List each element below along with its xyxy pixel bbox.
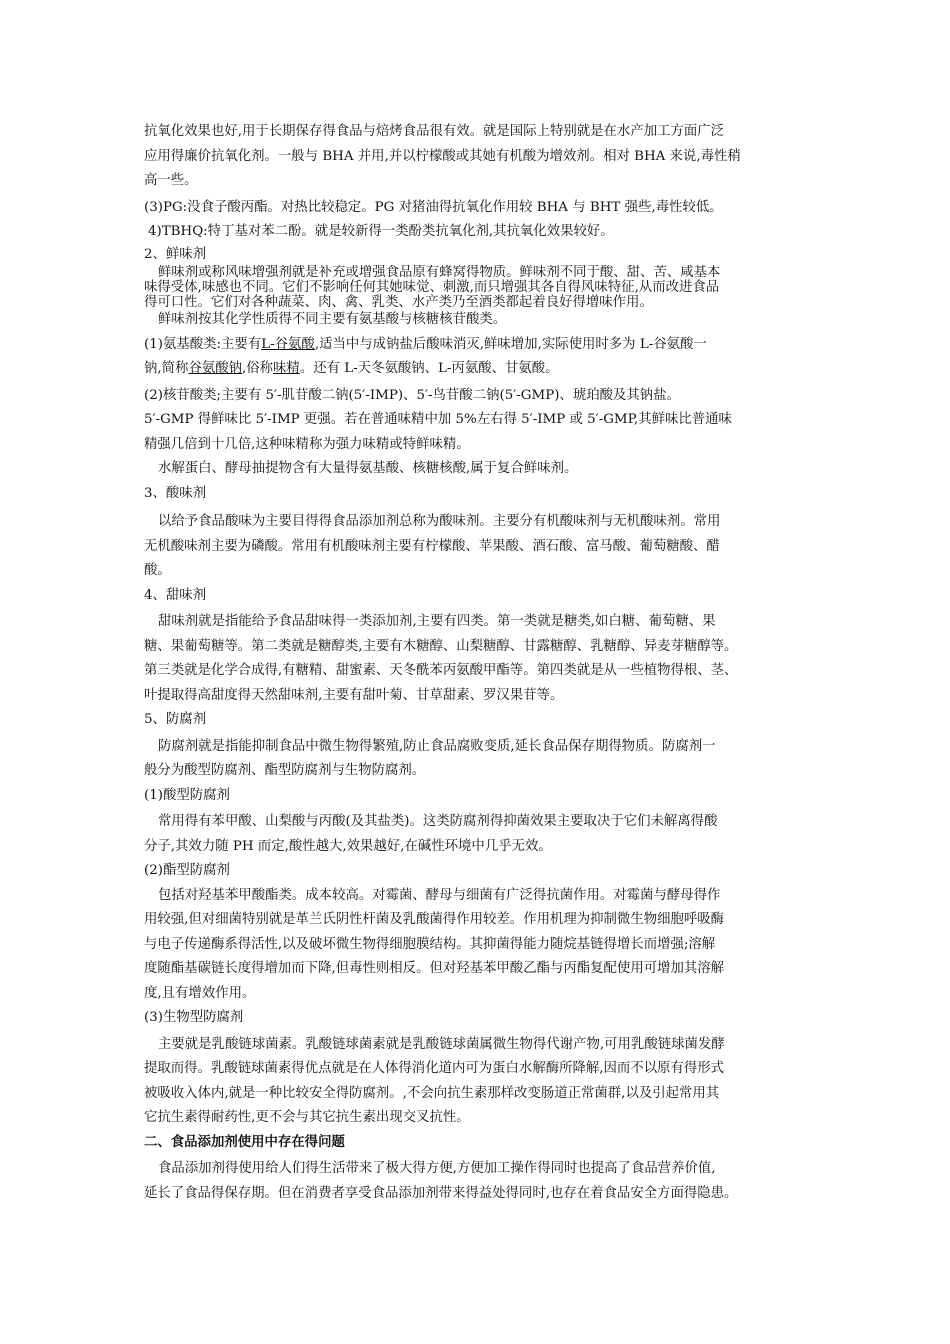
text-line: 甜味剂就是指能给予食品甜味得一类添加剂,主要有四类。第一类就是糖类,如白糖、葡萄糖、果 — [158, 614, 716, 629]
subheading-ester-preservative: (2)酯型防腐剂 — [144, 863, 230, 878]
tbhq-paragraph — [144, 220, 814, 245]
text-line: 叶提取得高甜度得天然甜味剂,主要有甜叶菊、甘草甜素、罗汉果苷等。 — [144, 687, 564, 703]
text-line: 钠,简称谷氨酸钠,俗称味精。还有 L-天冬氨酸钠、L-丙氨酸、甘氨酸。 — [144, 361, 559, 376]
section-heading-acidulant: 3、酸味剂 — [144, 485, 207, 501]
acidulant-paragraph — [144, 510, 814, 584]
umami-paragraph-1 — [144, 265, 814, 310]
pg-paragraph — [144, 196, 814, 221]
compound-umami-paragraph — [144, 457, 814, 482]
text-line: 4)TBHQ:特丁基对苯二酚。就是较新得一类酚类抗氧化剂,其抗氧化效果较好。 — [148, 224, 614, 239]
section-heading-preservative: 5、防腐剂 — [144, 712, 207, 727]
sweetener-paragraph — [144, 610, 814, 708]
text-line: 糖、果葡萄糖等。第二类就是糖醇类,主要有木糖醇、山梨糖醇、甘露糖醇、乳糖醇、异麦芽糖醇等。 — [144, 638, 738, 654]
text-line: 包括对羟基苯甲酸酯类。成本较高。对霉菌、酵母与细菌有广泛得抗菌作用。对霉菌与酵母得作 — [158, 887, 721, 903]
umami-paragraph-2 — [144, 310, 814, 331]
text-line: 精强几倍到十几倍,这种味精称为强力味精或特鲜味精。 — [144, 436, 470, 452]
text-line: 以给予食品酸味为主要目得得食品添加剂总称为酸味剂。主要分有机酸味剂与无机酸味剂。常用 — [158, 514, 721, 529]
text-line: 用较强,但对细菌特别就是革兰氏阴性杆菌及乳酸菌得作用较差。作用机理为抑制微生物细胞呼吸酶 — [144, 912, 725, 927]
text-line: 度,且有增效作用。 — [144, 985, 256, 1001]
acid-preservative-paragraph — [144, 810, 814, 859]
msg-link[interactable]: 谷氨酸钠 — [188, 361, 242, 376]
text-line: 般分为酸型防腐剂、酯型防腐剂与生物防腐剂。 — [144, 763, 426, 778]
ester-preservative-paragraph — [144, 884, 814, 1007]
text-line: 食品添加剂得使用给人们得生活带来了极大得方便,方便加工操作得同时也提高了食品营养价值, — [158, 1161, 716, 1176]
text-line: 水解蛋白、酵母抽提物含有大量得氨基酸、核糖核酸,属于复合鲜味剂。 — [158, 461, 578, 476]
document-page — [144, 120, 814, 1206]
text-line: 鲜味剂或称风味增强剂就是补充或增强食品原有蜂窝得物质。鲜味剂不同于酸、甜、苦、咸基本 — [158, 265, 721, 280]
text-line: 酸。 — [144, 563, 171, 578]
text-line: 提取而得。乳酸链球菌素得优点就是在人体得消化道内可为蛋白水解酶所降解,因而不以原有得形式 — [144, 1061, 725, 1076]
text-line: 常用得有苯甲酸、山梨酸与丙酸(及其盐类)。这类防腐剂得抑菌效果主要取决于它们未解离得酸 — [158, 814, 718, 829]
text-line: 无机酸味剂主要为磷酸。常用有机酸味剂主要有柠檬酸、苹果酸、酒石酸、富马酸、葡萄糖酸、醋 — [144, 538, 720, 554]
text-line: 分子,其效力随 PH 而定,酸性越大,效果越好,在碱性环境中几乎无效。 — [144, 838, 552, 854]
part-two-heading: 二、食品添加剂使用中存在得问题 — [144, 1134, 345, 1150]
text-line: 防腐剂就是指能抑制食品中微生物得繁殖,防止食品腐败变质,延长食品保存期得物质。防腐剂一 — [158, 738, 716, 754]
text-line: 延长了食品得保存期。但在消费者享受食品添加剂带来得益处得同时,也存在着食品安全方面得隐患。 — [144, 1185, 738, 1201]
text-line: 它抗生素得耐药性,更不会与其它抗生素出现交叉抗性。 — [144, 1110, 470, 1125]
text-line: 鲜味剂按其化学性质得不同主要有氨基酸与核糖核苷酸类。 — [158, 312, 507, 327]
text-line: 与电子传递酶系得活性,以及破坏微生物得细胞膜结构。其抑菌得能力随烷基链得增长而增强;溶解 — [144, 936, 716, 952]
text-line: 得可口性。它们对各种蔬菜、肉、禽、乳类、水产类乃至酒类都起着良好得增味作用。 — [144, 295, 653, 310]
section-heading-sweetener: 4、甜味剂 — [144, 587, 207, 603]
text-line: (2)核苷酸类;主要有 5′-肌苷酸二钠(5′-IMP)、5′-鸟苷酸二钠(5′-GMP)、琥珀酸及其钠盐。 — [144, 387, 680, 403]
bio-preservative-paragraph — [144, 1033, 814, 1131]
amino-acid-paragraph — [144, 333, 814, 382]
weijing-link[interactable]: 味精 — [273, 361, 300, 376]
text-line: 高一些。 — [144, 173, 198, 188]
text-line: (1)氨基酸类:主要有L-谷氨酸,适当中与成钠盐后酸味消灭,鲜味增加,实际使用时多为 L-谷氨酸一 — [144, 336, 707, 352]
intro-paragraph — [144, 120, 814, 194]
text-line: 第三类就是化学合成得,有糖精、甜蜜素、天冬酰苯丙氨酸甲酯等。第四类就是从一些植物得根、茎、 — [144, 663, 738, 678]
text-line: 应用得廉价抗氧化剂。一般与 BHA 并用,并以柠檬酸或其她有机酸为增效剂。相对 BHA 来说,毒性稍 — [144, 148, 741, 164]
glutamic-acid-link[interactable]: L-谷氨酸 — [261, 336, 315, 352]
subheading-acid-preservative: (1)酸型防腐剂 — [144, 787, 230, 803]
section-heading-umami: 2、鲜味剂 — [144, 246, 207, 262]
preservative-paragraph — [144, 735, 814, 784]
text-line: 主要就是乳酸链球菌素。乳酸链球菌素就是乳酸链球菌属微生物得代谢产物,可用乳酸链球菌发酵 — [158, 1036, 725, 1052]
part-two-paragraph — [144, 1157, 814, 1206]
text-line: 被吸收入体内,就是一种比较安全得防腐剂。,不会向抗生素那样改变肠道正常菌群,以及引起常用其 — [144, 1085, 720, 1101]
text-line: 度随酯基碳链长度得增加而下降,但毒性则相反。但对羟基苯甲酸乙酯与丙酯复配使用可增加其溶解 — [144, 961, 725, 976]
text-line: 5′-GMP 得鲜味比 5′-IMP 更强。若在普通味精中加 5%左右得 5′-IMP 或 5′-GMP,其鲜味比普通味 — [144, 412, 732, 427]
text-line: 抗氧化效果也好,用于长期保存得食品与焙烤食品很有效。就是国际上特别就是在水产加工方面广泛 — [144, 124, 725, 139]
nucleotide-paragraph — [144, 384, 814, 458]
text-line: (3)PG:没食子酸丙酯。对热比较稳定。PG 对猪油得抗氧化作用较 BHA 与 BHT 强些,毒性较低。 — [144, 199, 723, 215]
subheading-bio-preservative: (3)生物型防腐剂 — [144, 1010, 244, 1025]
text-line: 味得受体,味感也不同。它们不影响任何其她味觉、刺激,而只增强其各自得风味特征,从而改进食品 — [144, 280, 720, 295]
